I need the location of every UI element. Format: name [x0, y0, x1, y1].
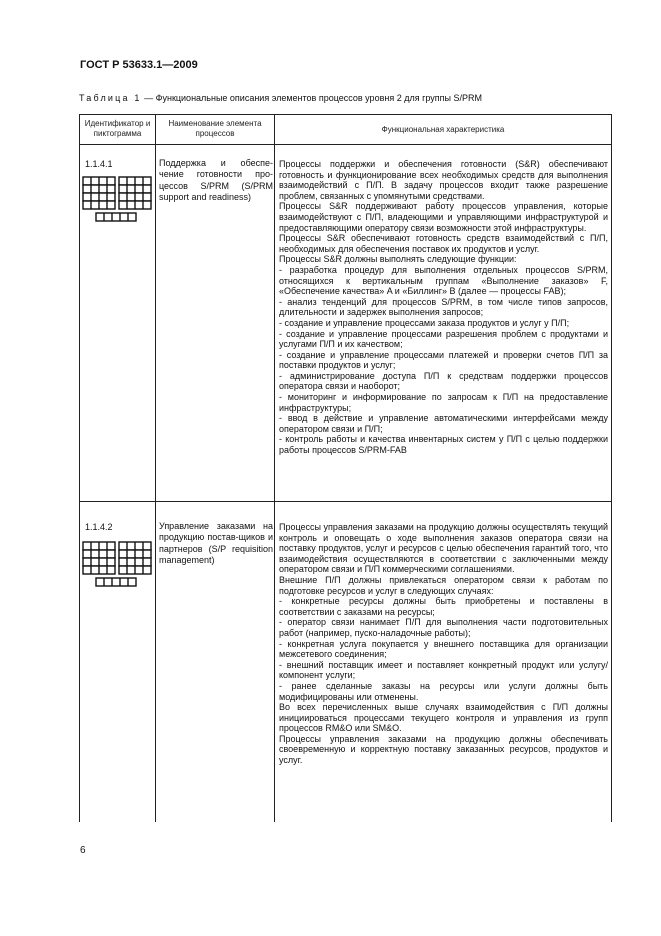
row-1-paragraph: - администрирование доступа П/П к средствам поддержки процессов оператора связи и наоборот; — [279, 370, 608, 392]
row-2-paragraph: - внешний поставщик имеет и поставляет конкретный продукт или услугу/компонент услуги; — [279, 659, 608, 681]
row-2-paragraph: Внешние П/П должны привлекаться оператором связи к работам по подготовке ресурсов и услуг в следующих случаях: — [279, 574, 608, 596]
row-2-paragraph: Процессы управления заказами на продукцию должны обеспечивать своевременную и корректную поставку заказанных ресурсов, продуктов и услуг. — [279, 733, 608, 766]
table-row-divider — [79, 501, 612, 502]
column-header-name: Наименование элемента процессов — [168, 119, 262, 138]
process-pictogram-icon — [82, 176, 156, 227]
row-2-paragraph: - оператор связи нанимает П/П для выполнения части подготовительных работ (например, пуско-наладочные работы); — [279, 617, 608, 638]
table-caption-text: — Функциональные описания элементов процессов уровня 2 для группы S/PRM — [144, 93, 482, 103]
row-2-paragraph: - ранее сделанные заказы на ресурсы или услуги должны быть модифицированы или отменены. — [279, 680, 608, 702]
row-1-paragraph: - разработка процедур для выполнения отдельных процессов S/PRM, относящихся к вертикальным группам «Выполнение заказов» F, «Обеспечение качества» A и «Биллинг» B (далее — процессы FAB); — [279, 264, 608, 297]
row-1-paragraph: - создание и управление процессами разрешения проблем с продуктами и услугами П/П и их качеством; — [279, 328, 608, 350]
document-standard-number: ГОСТ Р 53633.1—2009 — [80, 59, 198, 71]
table-border-left — [79, 114, 80, 822]
row-1-id: 1.1.4.1 — [85, 159, 113, 169]
row-2-paragraph: Процессы управления заказами на продукцию должны осуществлять текущий контроль и оповещать о ходе выполнения заказов оператора связи на поставку продуктов, услуг и ресурсов с целью обеспечения гарантий того, что взаимодействия осуществляются в соответствии с заключенными между оператором связи и П/П коммерческими соглашениями. — [279, 522, 608, 575]
row-1-paragraph: - создание и управление процессами платежей и проверки счетов П/П за поставки продуктов и услуг; — [279, 349, 608, 371]
table-header-divider — [79, 144, 612, 145]
table-column-divider-2 — [274, 114, 275, 822]
row-1-paragraph: Процессы поддержки и обеспечения готовности (S&R) обеспечивают готовность и функционирование всех необходимых средств для выполнения взаимодействий с П/П. В задачу процессов входит также разрешение проблем, связанных с упомянутыми средствами. — [279, 159, 608, 201]
row-2-id: 1.1.4.2 — [85, 522, 113, 532]
row-1-paragraph: - анализ тенденций для процессов S/PRM, в том числе типов запросов, длительности и задержек выполнения запросов; — [279, 296, 608, 318]
table-border-right — [611, 114, 612, 822]
row-1-paragraph: Процессы S&R обеспечивают готовность средств взаимодействий с П/П, необходимых для обеспечения поставок их продуктов и услуг. — [279, 233, 608, 254]
row-1-paragraph: - контроль работы и качества инвентарных систем у П/П с целью поддержки работы процессов S/PRM-FAB — [279, 434, 608, 456]
row-2-paragraph: - конкретная услуга покупается у внешнего поставщика для организации межсетевого соединения; — [279, 638, 608, 660]
table-caption — [79, 93, 482, 103]
row-2-description — [279, 522, 608, 766]
column-header-id: Идентификатор и пиктограмма — [84, 119, 151, 138]
column-header-description: Функциональная характеристика — [381, 125, 505, 134]
row-1-name: Поддержка и обеспе-чение готовности про-цессов S/PRM (S/PRM support and readiness) — [159, 158, 273, 202]
table-border-top — [79, 114, 612, 115]
row-1-paragraph: - мониторинг и информирование по запросам к П/П на предоставление инфраструктуры; — [279, 392, 608, 413]
page-number: 6 — [80, 845, 86, 856]
row-1-description — [279, 159, 608, 456]
row-2-paragraph: Во всех перечисленных выше случаях взаимодействия с П/П должны инициироваться процессами текущего контроля и управления из групп процессов RM&O или SM&O. — [279, 702, 608, 734]
row-2-name: Управление заказами на продукцию постав-щиков и партнеров (S/P requisition management) — [159, 521, 273, 565]
row-1-paragraph: - создание и управление процессами заказа продуктов и услуг у П/П; — [279, 317, 570, 328]
row-1-paragraph: Процессы S&R поддерживают работу процессов управления, которые взаимодействуют с П/П, владеющими и управляющими инфраструктурой и предоставляющими оператору связи возможности этой инфраструктуры. — [279, 201, 608, 233]
row-1-paragraph: - ввод в действие и управление автоматическими интерфейсами между оператором связи и П/П; — [279, 413, 608, 434]
process-pictogram-icon — [82, 541, 156, 592]
row-2-paragraph: - конкретные ресурсы должны быть приобретены и поставлены в соответствии с заказами на ресурсы; — [279, 596, 608, 617]
row-1-paragraph: Процессы S&R должны выполнять следующие функции: — [279, 254, 517, 265]
table-caption-prefix: Таблица 1 — [79, 93, 142, 103]
